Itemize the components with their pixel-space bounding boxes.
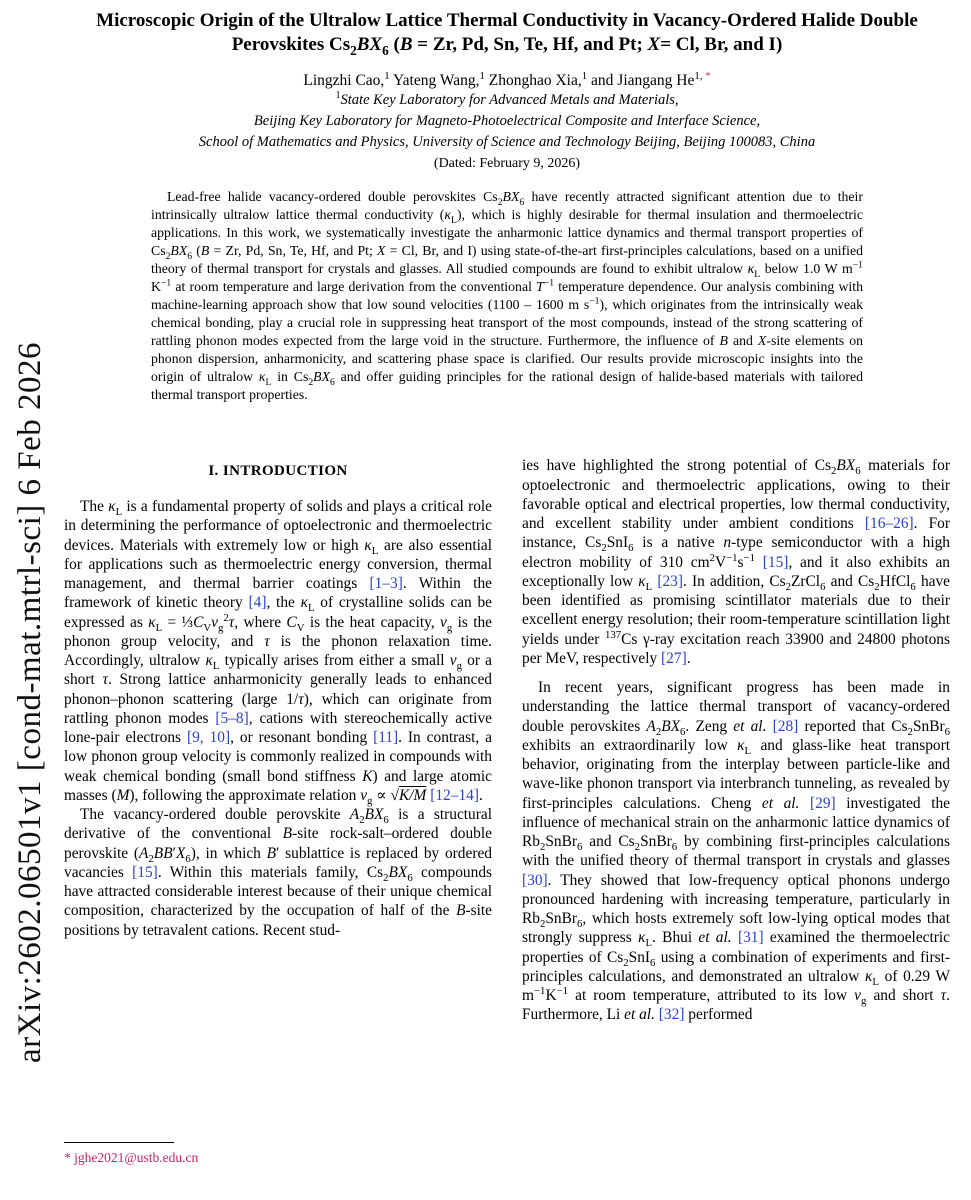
- citation-link[interactable]: [9, 10]: [186, 729, 231, 747]
- citation-link[interactable]: [15]: [762, 553, 789, 571]
- citation-link[interactable]: [15]: [132, 863, 158, 881]
- paragraph: The $\kappa_L$ is a fundamental property of solids and plays a critical role in determining the performance of optoelectronic and thermoelectric devices. Materials with extremely low or high $\kappa_L$ are also essential for applications such as thermoelectric energy conversion, thermal management, and thermal barrier coatings [1–3]. Within the framework of kinetic theory [4], the $\kappa_L$ of crystalline solids can be expressed as $\kappa_L$ = $\frac{1}{3}C_V\nu_g^2\tau$, where $C_V$ is the heat capacity, $\nu_g$ is the phonon group velocity, and τ is the phonon relaxation time. Accordingly, ultralow $\kappa_L$ typically arises from either a small $\nu_g$ or a short τ. Strong lattice anharmonicity generally leads to enhanced phonon–phonon scattering (large 1/τ), which can originate from rattling phonon modes [5–8], cations with stereochemically active lone-pair electrons [9, 10], or resonant bonding [11]. In contrast, a low phonon group velocity is commonly realized in compounds with weak chemical bonding (small bond stiffness K) and large atomic masses (M), following the approximate relation $\nu_g \propto √K/M$ [12–14].: [64, 498, 493, 807]
- paper-content: [64, 0, 950, 1165]
- citation-link[interactable]: [28]: [772, 717, 799, 735]
- footnote: [64, 1136, 494, 1166]
- footnote-marker: *: [64, 1150, 71, 1165]
- two-column-body: [64, 456, 950, 1146]
- citation-link[interactable]: [5–8]: [215, 709, 249, 727]
- citation-link[interactable]: [12–14]: [430, 786, 479, 804]
- citation-link[interactable]: [4]: [248, 594, 267, 612]
- citation-link[interactable]: [11]: [373, 729, 399, 747]
- citation-link[interactable]: [1–3]: [369, 575, 403, 593]
- citation-link[interactable]: [27]: [661, 649, 687, 667]
- paragraph: ies have highlighted the strong potential of $Cs_2BX_6$ materials for optoelectronic and thermoelectric applications, owing to their favorable optical and electrical properties, low thermal conductivity, and excellent stability under ambient conditions [16–26]. For instance, $Cs_2SnI_6$ is a native n-type semiconductor with a high electron mobility of 310 $cm^2V^{-1}s^{-1}$ [15], and it also exhibits an exceptionally low $\kappa_L$ [23]. In addition, $Cs_2ZrCl_6$ and $Cs_2HfCl_6$ have been identified as promising scintillator materials due to their excellent energy resolution; their room-temperature scintillation light yields under $^{137}$Cs γ-ray excitation reach 33900 and 24800 photons per MeV, respectively [27].: [522, 457, 950, 667]
- right-column: [522, 456, 950, 1146]
- author-footnote-star[interactable]: *: [705, 69, 711, 82]
- footnote-rule: [64, 1142, 174, 1143]
- paragraph: The vacancy-ordered double perovskite $A_2BX_6$ is a structural derivative of the conventional B-site rock-salt–ordered double perovskite $(A_2BB'X_6)$, in which B′ sublattice is replaced by ordered vacancies [15]. Within this materials family, $Cs_2BX_6$ compounds have attracted considerable interest because of their unique chemical composition, characterized by the occupation of half of the B-site positions by tetravalent cations. Recent stud-: [64, 806, 493, 939]
- citation-link[interactable]: [23]: [657, 572, 684, 590]
- citation-link[interactable]: [29]: [810, 794, 836, 812]
- section-heading-introduction: I. INTRODUCTION: [208, 463, 348, 480]
- dated-line: (Dated: February 9, 2026): [433, 155, 581, 171]
- arxiv-stamp: arXiv:2602.06501v1 [cond-mat.mtrl-sci] 6 Feb 2026: [12, 341, 48, 1063]
- email-link[interactable]: jghe2021@ustb.edu.cn: [74, 1150, 199, 1165]
- abstract-text: Lead-free halide vacancy-ordered double perovskites $Cs_2BX_6$ have recently attracted significant attention due to their intrinsically ultralow lattice thermal conductivity $(\kappa_L)$, which is highly desirable for thermal insulation and thermoelectric applications. In this work, we systematically investigate the anharmonic lattice dynamics and thermal transport properties of $Cs_2BX_6$ (B = Zr, Pd, Sn, Te, Hf, and Pt; X = Cl, Br, and I) using state-of-the-art first-principles calculations, based on a unified theory of thermal transport for crystals and glasses. All studied compounds are found to exhibit ultralow $\kappa_L$ below 1.0 W $m^{-1}$ $K^{-1}$ at room temperature and large derivation from the conventional $T^{-1}$ temperature dependence. Our analysis combining with machine-learning approach show that low sound velocities (1100 – 1600 m $s^{-1}$), which originates from the intrinsically weak chemical bonding, play a crucial role in suppressing heat transport of the most compounds, instead of the strong scattering of rattling phonon modes expected from the large void in the structure. Furthermore, the influence of B and X-site elements on phonon dispersion, anharmonicity, and scattering phase space is clarified. Our results provide microscopic insights into the origin of ultralow $\kappa_L$ in $Cs_2BX_6$ and offer guiding principles for the rational design of halide-based materials with tailored thermal transport properties.: [151, 188, 864, 403]
- affiliation-line-2: Beijing Key Laboratory for Magneto-Photoelectrical Composite and Interface Science,: [253, 112, 761, 129]
- author-line: Lingzhi Cao,$^1$ Yateng Wang,$^1$ Zhonghao Xia,$^1$ and Jiangang $He^{1, *}$: [303, 69, 711, 89]
- affiliation-line-1: $^1$State Key Laboratory for Advanced Metals and Materials,: [335, 89, 679, 108]
- citation-link[interactable]: [16–26]: [864, 515, 914, 533]
- affiliation-line-3: School of Mathematics and Physics, University of Science and Technology Beijing, Beijing 100083, China: [198, 133, 816, 150]
- paragraph: In recent years, significant progress has been made in understanding the lattice thermal transport of vacancy-ordered double perovskites $A_2BX_6$. Zeng et al. [28] reported that $Cs_2SnBr_6$ exhibits an extraordinarily low $\kappa_L$ and glass-like heat transport behavior, originating from the interplay between particle-like and wave-like phonon transport via interbranch tunneling, as revealed by first-principles calculations. Cheng et al. [29] investigated the influence of mechanical strain on the anharmonic lattice dynamics of $Rb_2SnBr_6$ and $Cs_2SnBr_6$ by combining first-principles calculations with the unified theory of thermal transport in crystals and glasses [30]. They showed that low-frequency optical phonons undergo pronounced hardening with increasing temperature, particularly in $Rb_2SnBr_6$, which hosts extremely soft low-lying optical modes that strongly suppress $\kappa_L$. Bhui et al. [31] examined the thermoelectric properties of $Cs_2SnI_6$ using a combination of experiments and first-principles calculations, and demonstrated an ultralow $\kappa_L$ of 0.29 W $m^{-1}K^{-1}$ at room temperature, attributed to its low $\nu_g$ and short τ. Furthermore, Li et al. [32] performed: [522, 679, 950, 1024]
- citation-link[interactable]: [31]: [737, 929, 764, 947]
- left-column: [64, 456, 492, 1146]
- paper-title: Microscopic Origin of the Ultralow Lattice Thermal Conductivity in Vacancy-Ordered Halide Double Perovskites $Cs_2BX_6$ (B = Zr, Pd, Sn, Te, Hf, and Pt; X= Cl, Br, and I): [96, 10, 918, 58]
- citation-link[interactable]: [32]: [658, 1006, 685, 1024]
- citation-link[interactable]: [30]: [522, 871, 548, 889]
